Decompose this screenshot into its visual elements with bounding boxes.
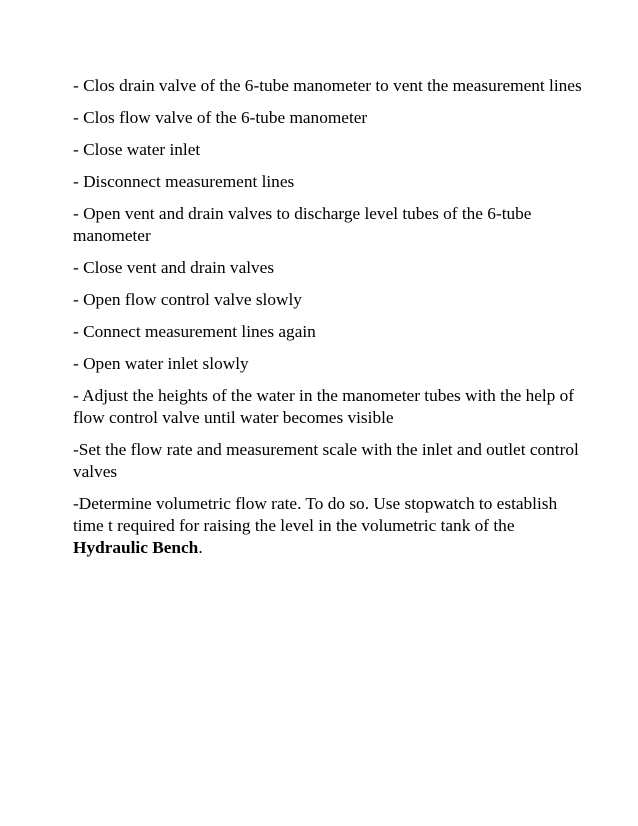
procedure-step-12-text: -Determine volumetric flow rate. To do so. Use stopwatch to establish time t required for raising the level in the volumetric tank of the — [73, 494, 558, 535]
procedure-step-1: - Clos drain valve of the 6-tube manometer to vent the measurement lines — [73, 76, 582, 95]
procedure-step-6: - Close vent and drain valves — [73, 258, 275, 277]
procedure-list — [73, 75, 583, 559]
procedure-step-12 — [73, 493, 583, 559]
procedure-step-9: - Open water inlet slowly — [73, 354, 249, 373]
hydraulic-bench-emphasis: Hydraulic Bench — [73, 538, 199, 557]
procedure-step-2: - Clos flow valve of the 6-tube manometer — [73, 108, 368, 127]
procedure-step-3: - Close water inlet — [73, 140, 201, 159]
procedure-step-8: - Connect measurement lines again — [73, 322, 316, 341]
procedure-step-12-period: . — [198, 538, 203, 557]
procedure-step-10: - Adjust the heights of the water in the manometer tubes with the help of flow control valve until water becomes visible — [73, 386, 575, 427]
procedure-step-4: - Disconnect measurement lines — [73, 172, 295, 191]
procedure-step-5: - Open vent and drain valves to discharge level tubes of the 6-tube manometer — [73, 204, 532, 245]
procedure-step-11: -Set the flow rate and measurement scale with the inlet and outlet control valves — [73, 440, 579, 481]
procedure-step-7: - Open flow control valve slowly — [73, 290, 302, 309]
